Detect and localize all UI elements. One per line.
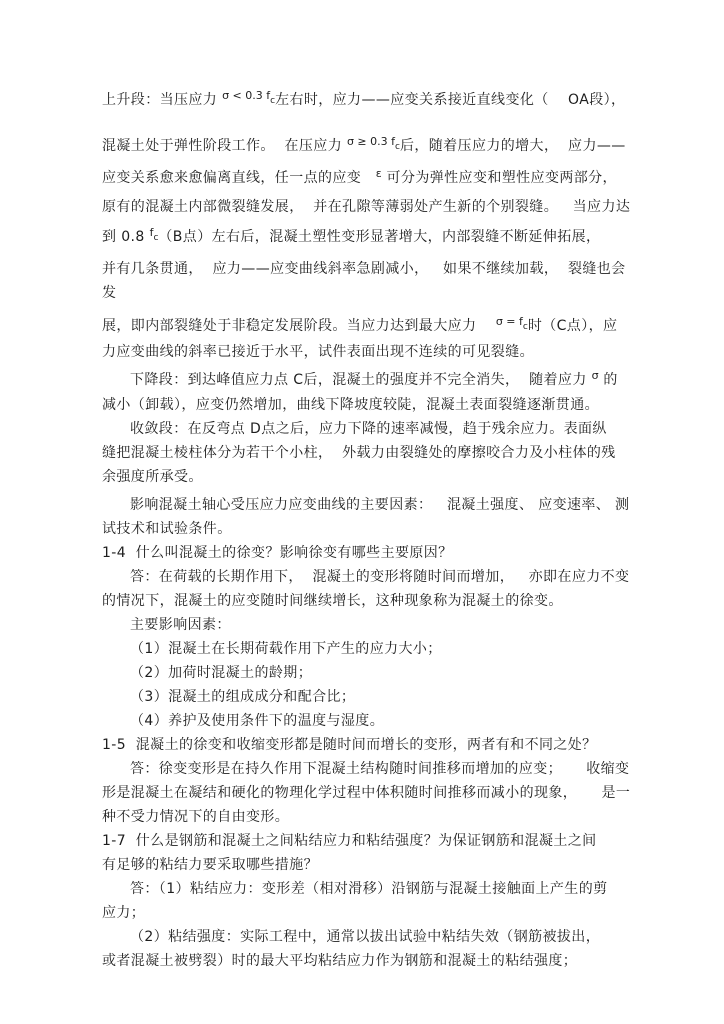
math-main: f — [149, 226, 154, 239]
math-main: ε — [375, 167, 382, 180]
text-run: 可分为弹性应变和塑性应变两部分， — [381, 170, 617, 186]
text-line — [102, 493, 634, 517]
text-run: 时（C点），应 — [527, 318, 618, 334]
text-run: 的情况下，混凝土的应变随时间继续增长，这种现象称为混凝土的徐变。 — [102, 593, 563, 609]
text-line — [102, 393, 634, 417]
math-formula — [495, 315, 528, 332]
text-run: 答：徐变变形是在持久作用下混凝土结构随时间推移而增加的应变； 收缩变 — [130, 761, 630, 777]
text-line — [102, 805, 634, 829]
text-run: 答：在荷载的长期作用下， 混凝土的变形将随时间而增加， 亦即在应力不变 — [130, 569, 630, 585]
text-run: 并有几条贯通， 应力——应变曲线斜率急剧减小， 如果不继续加载， 裂缝也会发 — [102, 261, 626, 301]
text-line — [102, 829, 634, 853]
text-line — [102, 465, 634, 489]
text-run: 混凝土处于弹性阶段工作。 在压应力 — [102, 138, 347, 154]
text-run: 减小（卸载），应变仍然增加，曲线下降坡度较陡，混凝土表面裂缝逐渐贯通。 — [102, 397, 599, 413]
text-run: 原有的混凝土内部微裂缝发展， 并在孔隙等薄弱处产生新的个别裂缝。 当应力达 — [102, 199, 631, 215]
math-formula — [222, 89, 276, 106]
text-run: 或者混凝土被劈裂）时的最大平均粘结应力作为钢筋和混凝土的粘结强度； — [102, 953, 578, 969]
text-run: （4）养护及使用条件下的温度与湿度。 — [130, 713, 385, 729]
math-subscript: c — [153, 233, 159, 243]
text-line — [102, 637, 634, 661]
text-line — [102, 757, 634, 781]
text-run: 收敛段：在反弯点 D点之后，应力下降的速率减慢，趋于残余应力。表面纵 — [130, 421, 607, 437]
text-line — [102, 589, 634, 613]
text-line — [102, 661, 634, 685]
text-line — [102, 368, 634, 393]
text-line — [102, 709, 634, 733]
text-run: 左右时，应力——应变关系接近直线变化（ OA段）， — [275, 92, 626, 108]
text-run: 主要影响因素： — [130, 617, 231, 633]
text-line — [102, 517, 634, 541]
math-main: σ ≥ 0.3 f — [346, 135, 395, 148]
text-run: 影响混凝土轴心受压应力应变曲线的主要因素： 混凝土强度、 应变速率、 测 — [130, 497, 630, 513]
text-line — [102, 257, 634, 305]
math-subscript: c — [522, 322, 528, 332]
text-line — [102, 88, 634, 114]
text-line — [102, 685, 634, 709]
text-run: 应变关系愈来愈偏离直线，任一点的应变 — [102, 170, 376, 186]
text-run: 上升段：当压应力 — [102, 92, 223, 108]
text-line — [102, 781, 634, 805]
math-subscript: c — [270, 96, 276, 106]
text-run: （1）混凝土在长期荷载作用下产生的应力大小； — [130, 641, 442, 657]
text-run: （B点）左右后，混凝土塑性变形显著增大，内部裂缝不断延伸拓展， — [158, 229, 601, 245]
text-run: （2）加荷时混凝土的龄期； — [130, 665, 313, 681]
text-run: 1-7 什么是钢筋和混凝土之间粘结应力和粘结强度？为保证钢筋和混凝土之间 — [102, 833, 597, 849]
math-main: σ = f — [495, 315, 523, 328]
text-run: 应力； — [102, 905, 146, 921]
text-run: 种不受力情况下的自由变形。 — [102, 809, 290, 825]
text-run: 1-4 什么叫混凝土的徐变？影响徐变有哪些主要原因？ — [102, 545, 453, 561]
text-line — [102, 314, 634, 340]
text-line — [102, 925, 634, 949]
text-run: 力应变曲线的斜率已接近于水平，试件表面出现不连续的可见裂缝。 — [102, 344, 534, 360]
document-body — [102, 88, 634, 973]
math-formula — [346, 135, 400, 152]
text-line — [102, 541, 634, 565]
math-formula — [592, 369, 599, 382]
text-run: 有足够的粘结力要采取哪些措施？ — [102, 857, 318, 873]
text-run: 的 — [598, 372, 618, 388]
text-run: 下降段：到达峰值应力点 C后，混凝土的强度并不完全消失， 随着应力 — [130, 372, 592, 388]
text-run: 答：（1）粘结应力：变形差（相对滑移）沿钢筋与混凝土接触面上产生的剪 — [130, 881, 608, 897]
text-line — [102, 195, 634, 219]
text-line — [102, 134, 634, 160]
text-line — [102, 166, 634, 191]
text-line — [102, 565, 634, 589]
text-run: 试技术和试验条件。 — [102, 521, 232, 537]
text-run: （3）混凝土的组成成分和配合比； — [130, 689, 356, 705]
text-run: 缝把混凝土棱柱体分为若干个小柱， 外载力由裂缝处的摩擦咬合力及小柱体的残 — [102, 445, 616, 461]
math-subscript: c — [395, 142, 400, 152]
text-run: 余强度所承受。 — [102, 469, 203, 485]
text-line — [102, 733, 634, 757]
math-main: σ < 0.3 f — [222, 89, 271, 102]
text-line — [102, 877, 634, 901]
text-line — [102, 225, 634, 251]
text-line — [102, 417, 634, 441]
text-line — [102, 901, 634, 925]
text-run: 形是混凝土在凝结和硬化的物理化学过程中体积随时间推移而减小的现象， 是一 — [102, 785, 631, 801]
math-formula — [149, 226, 159, 243]
text-line — [102, 949, 634, 973]
text-run: 1-5 混凝土的徐变和收缩变形都是随时间而增长的变形，两者有和不同之处？ — [102, 737, 597, 753]
text-line — [102, 441, 634, 465]
math-main: σ — [591, 369, 599, 382]
text-line — [102, 853, 634, 877]
text-run: 到 0.8 — [102, 229, 150, 245]
text-run: 后，随着压应力的增大， 应力—— — [399, 138, 626, 154]
text-run: （2）粘结强度：实际工程中，通常以拔出试验中粘结失效（钢筋被拔出， — [130, 929, 601, 945]
text-line — [102, 613, 634, 637]
text-run: 展，即内部裂缝处于非稳定发展阶段。当应力达到最大应力 — [102, 318, 496, 334]
text-line — [102, 340, 634, 364]
math-formula — [376, 167, 382, 180]
